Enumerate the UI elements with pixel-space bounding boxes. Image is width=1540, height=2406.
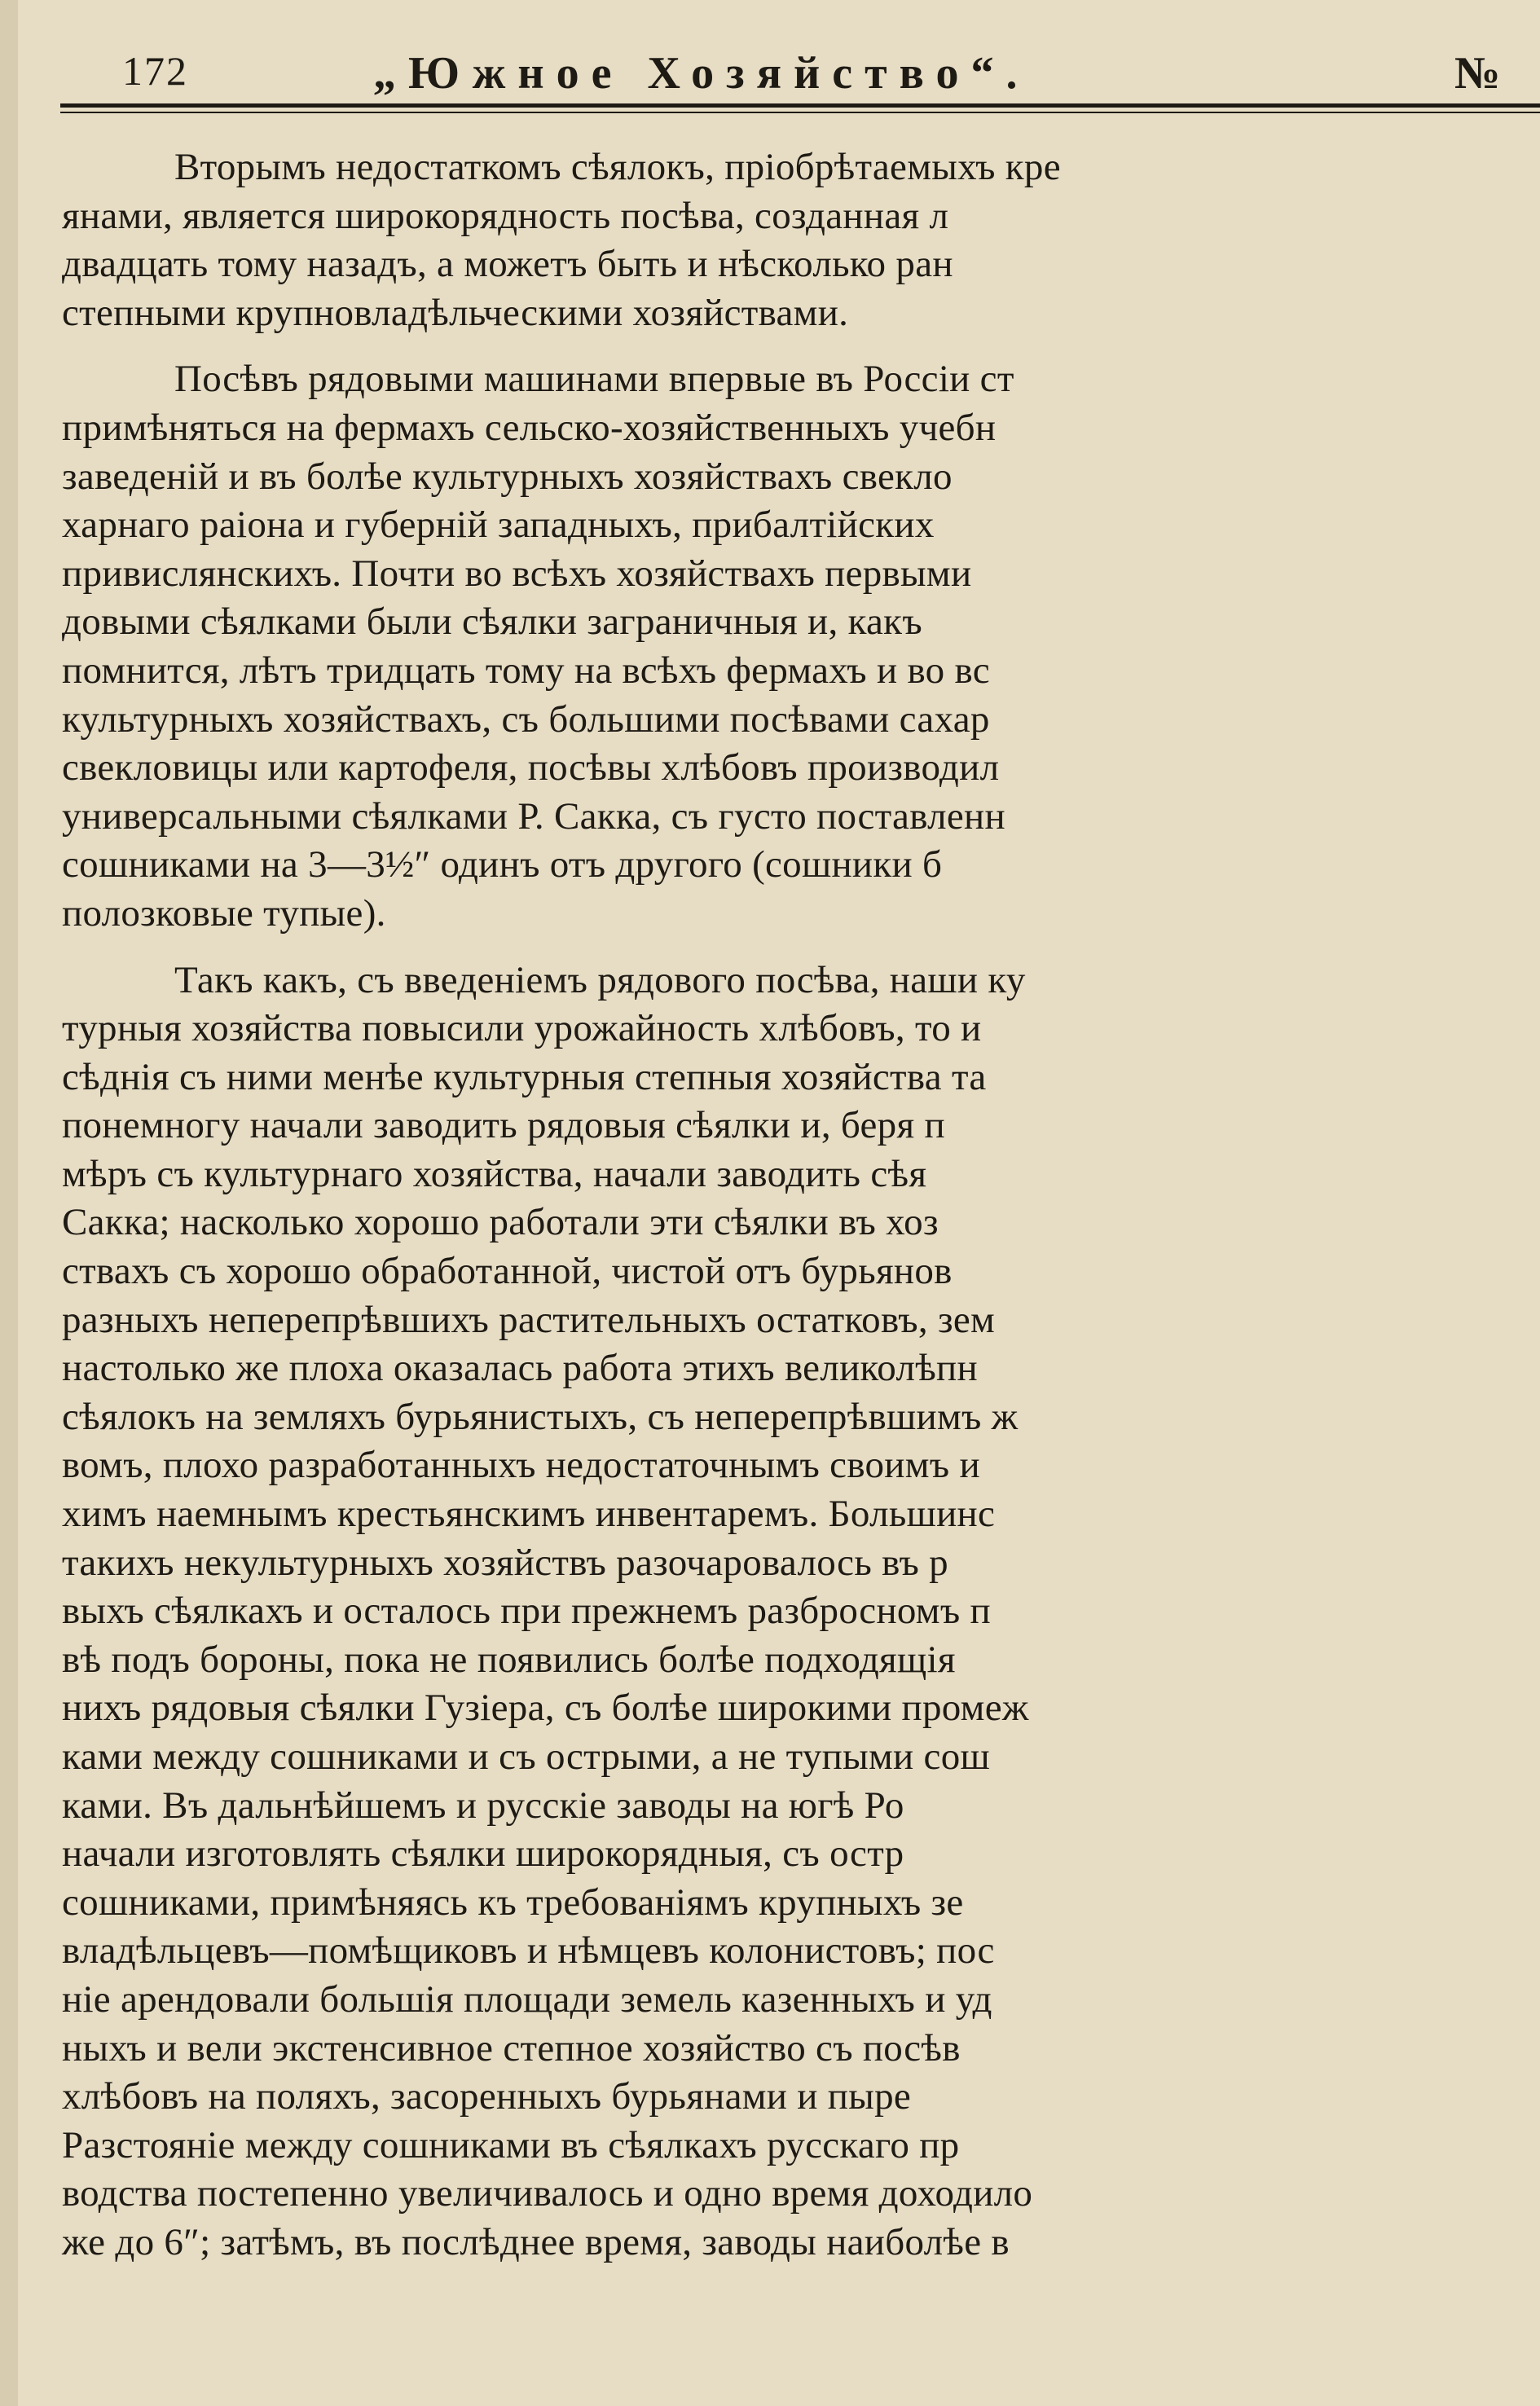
- text-line: полозковые тупые).: [62, 891, 386, 935]
- text-line: водства постепенно увеличивалось и одно время доходило: [62, 2172, 1033, 2215]
- text-line: нихъ рядовыя сѣялки Гузіера, съ болѣе широкими промеж: [62, 1687, 1029, 1730]
- text-line: свекловицы или картофеля, посѣвы хлѣбовъ производил: [62, 746, 1000, 790]
- text-line: примѣняться на фермахъ сельско-хозяйственныхъ учебн: [62, 406, 997, 449]
- text-line: мѣръ съ культурнаго хозяйства, начали заводить сѣя: [62, 1152, 927, 1195]
- text-line: турныя хозяйства повысили урожайность хлѣбовъ, то и: [62, 1007, 982, 1050]
- body-text: [62, 143, 1540, 2267]
- text-line: ніе арендовали большія площади земель казенныхъ и уд: [62, 1977, 992, 2021]
- paragraph-first-line: Вторымъ недостаткомъ сѣялокъ, пріобрѣтаемыхъ кре: [174, 146, 1061, 188]
- text-line: настолько же плоха оказалась работа этихъ великолѣпн: [62, 1347, 978, 1390]
- text-line: универсальными сѣялками Р. Сакка, съ густо поставленн: [62, 794, 1005, 838]
- text-line: Разстояніе между сошниками въ сѣялкахъ русскаго пр: [62, 2123, 960, 2166]
- text-line: начали изготовлять сѣялки широкорядныя, съ остр: [62, 1832, 904, 1876]
- text-line: вѣ подъ бороны, пока не появились болѣе подходящія: [62, 1638, 956, 1681]
- text-line: помнится, лѣтъ тридцать тому на всѣхъ фермахъ и во вс: [62, 649, 990, 692]
- text-line: понемногу начали заводить рядовыя сѣялки и, беря п: [62, 1104, 945, 1147]
- text-line: ками. Въ дальнѣйшемъ и русскіе заводы на югѣ Ро: [62, 1784, 904, 1827]
- paragraph-first-line: Посѣвъ рядовыми машинами впервые въ Россіи ст: [174, 358, 1014, 401]
- text-line: степными крупновладѣльческими хозяйствами.: [62, 291, 849, 334]
- text-line: такихъ некультурныхъ хозяйствъ разочаровалось въ р: [62, 1541, 948, 1584]
- text-line: ками между сошниками и съ острыми, а не тупыми сош: [62, 1735, 991, 1778]
- issue-number-mark: №: [1454, 48, 1501, 99]
- page-number: 172: [122, 48, 188, 94]
- journal-title: „Южное Хозяйство“.: [373, 48, 1030, 99]
- header-rule-thin: [60, 112, 1540, 113]
- text-line: двадцать тому назадъ, а можетъ быть и нѣсколько ран: [62, 243, 953, 286]
- text-line: заведеній и въ болѣе культурныхъ хозяйствахъ свекло: [62, 455, 953, 498]
- text-line: хлѣбовъ на поляхъ, засоренныхъ бурьянами и пыре: [62, 2075, 912, 2118]
- text-line: выхъ сѣялкахъ и осталось при прежнемъ разбросномъ п: [62, 1590, 991, 1633]
- text-line: сошниками, примѣняясь къ требованіямъ крупныхъ зе: [62, 1880, 964, 1924]
- header-rule-thick: [60, 103, 1540, 108]
- text-line: культурныхъ хозяйствахъ, съ большими посѣвами сахар: [62, 697, 990, 741]
- text-line: вомъ, плохо разработанныхъ недостаточнымъ своимъ и: [62, 1444, 980, 1487]
- text-line: же до 6″; затѣмъ, въ послѣднее время, заводы наиболѣе в: [62, 2220, 1010, 2263]
- text-line: довыми сѣялками были сѣялки заграничныя и, какъ: [62, 600, 922, 644]
- text-line: ствахъ съ хорошо обработанной, чистой отъ бурьянов: [62, 1250, 953, 1293]
- text-line: Сакка; насколько хорошо работали эти сѣялки въ хоз: [62, 1201, 939, 1244]
- text-line: разныхъ неперепрѣвшихъ растительныхъ остатковъ, зем: [62, 1298, 996, 1341]
- text-line: владѣльцевъ—помѣщиковъ и нѣмцевъ колонистовъ; пос: [62, 1929, 995, 1973]
- page-gutter: [0, 0, 18, 2406]
- text-line: привислянскихъ. Почти во всѣхъ хозяйствахъ первыми: [62, 552, 972, 595]
- text-line: ныхъ и вели экстенсивное степное хозяйство съ посѣв: [62, 2026, 961, 2070]
- text-line: сѣднія съ ними менѣе культурныя степныя хозяйства та: [62, 1055, 987, 1098]
- text-line: харнаго раіона и губерній западныхъ, прибалтійских: [62, 504, 935, 547]
- text-line: сошниками на 3—3½″ одинъ отъ другого (сошники б: [62, 843, 943, 886]
- paragraph-first-line: Такъ какъ, съ введеніемъ рядового посѣва, наши ку: [174, 958, 1026, 1001]
- text-line: химъ наемнымъ крестьянскимъ инвентаремъ. Большинс: [62, 1493, 996, 1536]
- running-header: [0, 47, 1540, 121]
- text-line: янами, является широкорядность посѣва, созданная л: [62, 194, 949, 237]
- text-line: сѣялокъ на земляхъ бурьянистыхъ, съ неперепрѣвшимъ ж: [62, 1395, 1019, 1438]
